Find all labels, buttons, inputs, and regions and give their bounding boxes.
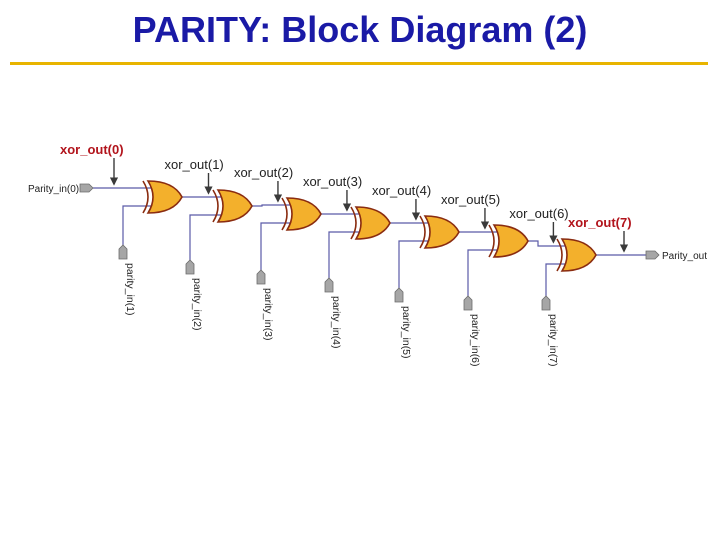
input-port-parity-in-3 <box>257 270 265 284</box>
signal-label-xor-out-4: xor_out(4) <box>371 183 432 198</box>
input-label-parity-in-3: parity_in(3) <box>262 288 274 341</box>
xor-gate-5-back-curve <box>420 216 425 248</box>
input-port-parity-in-4 <box>325 278 333 292</box>
input-port-parity-in-2 <box>186 260 194 274</box>
xor-gate-3-back-curve <box>282 198 287 230</box>
xor-gate-5 <box>425 216 459 248</box>
signal-label-xor-out-7: xor_out(7) <box>568 215 632 230</box>
input-port-parity-in-6 <box>464 296 472 310</box>
output-label-parity-out: Parity_out <box>662 251 708 262</box>
xor-gate-2-back-curve <box>213 190 218 222</box>
xor-gate-2 <box>218 190 252 222</box>
xor-gate-4-back-curve <box>351 207 356 239</box>
xor-gate-7-back-curve <box>557 239 562 271</box>
xor-gate-1 <box>148 181 182 213</box>
xor-gate-4 <box>356 207 390 239</box>
slide-title: PARITY: Block Diagram (2) <box>132 9 588 50</box>
signal-label-xor-out-2: xor_out(2) <box>233 165 294 180</box>
signal-label-xor-out-5: xor_out(5) <box>440 192 501 207</box>
wire-parity-in-1 <box>123 206 152 245</box>
input-label-parity-in-2: parity_in(2) <box>191 278 203 331</box>
signal-label-xor-out-3: xor_out(3) <box>302 174 363 189</box>
input-port-parity-in-1 <box>119 245 127 259</box>
xor-gate-6 <box>494 225 528 257</box>
xor-gate-6-back-curve <box>489 225 494 257</box>
wire-parity-in-2 <box>190 215 222 260</box>
input-port-parity-in-0 <box>80 184 93 192</box>
input-label-parity-in-7: parity_in(7) <box>547 314 559 367</box>
signal-label-xor-out-1: xor_out(1) <box>164 157 224 172</box>
xor-gate-3 <box>287 198 321 230</box>
input-label-parity-in-4: parity_in(4) <box>330 296 342 349</box>
input-label-parity-in-1: parity_in(1) <box>124 263 136 316</box>
input-port-parity-in-5 <box>395 288 403 302</box>
output-port-parity-out <box>646 251 659 259</box>
input-label-parity-in-5: parity_in(5) <box>400 306 412 359</box>
input-port-parity-in-7 <box>542 296 550 310</box>
xor-gate-7 <box>562 239 596 271</box>
input-label-parity-in-6: parity_in(6) <box>469 314 481 367</box>
xor-gate-1-back-curve <box>143 181 148 213</box>
input-label-parity-in-0: Parity_in(0) <box>28 184 80 195</box>
signal-label-xor-out-6: xor_out(6) <box>509 206 569 221</box>
signal-label-xor-out-0: xor_out(0) <box>60 142 124 157</box>
